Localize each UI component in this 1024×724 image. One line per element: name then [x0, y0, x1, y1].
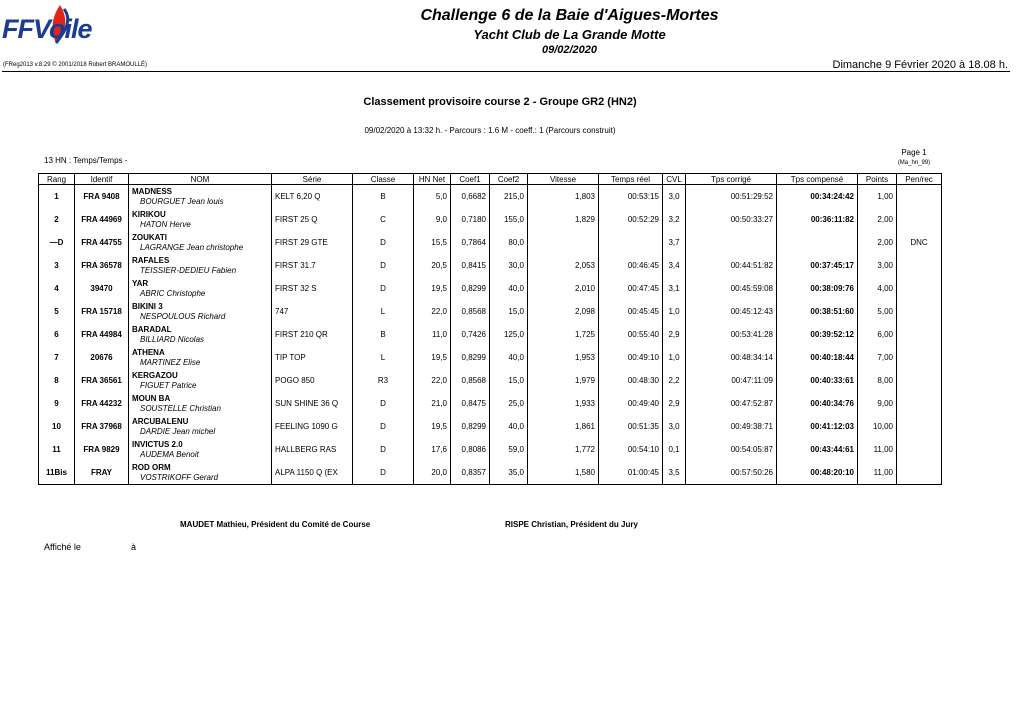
cell-corr: 00:50:33:27 — [686, 208, 777, 231]
skipper-name: BOURGUET Jean louis — [140, 196, 224, 206]
cell-comp: 00:40:18:44 — [777, 346, 858, 369]
table-row — [39, 300, 942, 323]
cell-identif: FRA 44232 — [75, 392, 129, 415]
cell-coef2: 25,0 — [490, 392, 528, 415]
cell-identif: FRA 15718 — [75, 300, 129, 323]
cell-classe: R3 — [353, 369, 414, 392]
table-row — [39, 438, 942, 461]
cell-classe: D — [353, 231, 414, 254]
cell-pen — [897, 415, 942, 438]
cell-corr: 00:44:51:82 — [686, 254, 777, 277]
cell-coef1: 0,8357 — [451, 461, 490, 485]
table-row — [39, 461, 942, 485]
cell-serie: 747 — [272, 300, 353, 323]
cell-cvl: 3,7 — [663, 231, 686, 254]
cell-vitesse: 2,098 — [528, 300, 599, 323]
cell-coef2: 35,0 — [490, 461, 528, 485]
cell-comp — [777, 231, 858, 254]
cell-reel: 00:52:29 — [599, 208, 663, 231]
cell-vitesse: 1,979 — [528, 369, 599, 392]
table-row — [39, 392, 942, 415]
table-row — [39, 185, 942, 209]
cell-points: 8,00 — [858, 369, 897, 392]
results-body — [39, 185, 942, 485]
cell-corr: 00:45:59:08 — [686, 277, 777, 300]
event-title: Challenge 6 de la Baie d'Aigues-Mortes — [420, 7, 719, 24]
skipper-name: NESPOULOUS Richard — [140, 311, 226, 321]
skipper-name: SOUSTELLE Christian — [140, 403, 221, 413]
cell-vitesse: 1,580 — [528, 461, 599, 485]
cell-cvl: 1,0 — [663, 346, 686, 369]
table-row — [39, 231, 942, 254]
table-row — [39, 254, 942, 277]
cell-vitesse: 1,772 — [528, 438, 599, 461]
boat-name: KERGAZOU — [132, 370, 178, 380]
cell-vitesse: 1,861 — [528, 415, 599, 438]
cell-comp: 00:34:24:42 — [777, 185, 858, 209]
cell-hn: 22,0 — [414, 300, 451, 323]
cell-corr: 00:45:12:43 — [686, 300, 777, 323]
boat-name: ZOUKATI — [132, 232, 167, 242]
cell-coef2: 15,0 — [490, 369, 528, 392]
cell-rang: 9 — [39, 392, 75, 415]
col-header: NOM — [129, 174, 272, 185]
cell-points: 2,00 — [858, 208, 897, 231]
cell-identif: FRA 44755 — [75, 231, 129, 254]
cell-coef1: 0,7426 — [451, 323, 490, 346]
cell-coef2: 40,0 — [490, 277, 528, 300]
cell-nom — [129, 438, 272, 461]
boat-name: BARADAL — [132, 324, 172, 334]
classement-title: Classement provisoire course 2 - Groupe GR2 (HN2) — [363, 96, 637, 108]
cell-vitesse: 1,803 — [528, 185, 599, 209]
cell-vitesse: 1,725 — [528, 323, 599, 346]
cell-pen — [897, 300, 942, 323]
cell-points: 7,00 — [858, 346, 897, 369]
col-header: Pen/rec — [897, 174, 942, 185]
cell-nom — [129, 300, 272, 323]
cell-points: 6,00 — [858, 323, 897, 346]
cell-coef2: 40,0 — [490, 346, 528, 369]
cell-vitesse: 1,953 — [528, 346, 599, 369]
cell-coef2: 30,0 — [490, 254, 528, 277]
cell-pen — [897, 438, 942, 461]
cell-hn: 19,5 — [414, 277, 451, 300]
hn-label: 13 HN : Temps/Temps - — [44, 156, 128, 165]
cell-pen — [897, 346, 942, 369]
cell-identif: FRA 9829 — [75, 438, 129, 461]
page-id: (Ma_hn_99) — [897, 160, 931, 166]
cell-nom — [129, 346, 272, 369]
cell-pen — [897, 369, 942, 392]
cell-identif: FRA 9408 — [75, 185, 129, 209]
boat-name: RAFALES — [132, 255, 170, 265]
cell-hn: 19,5 — [414, 346, 451, 369]
cell-points: 11,00 — [858, 461, 897, 485]
cell-cvl: 3,2 — [663, 208, 686, 231]
cell-pen — [897, 185, 942, 209]
cell-reel: 00:54:10 — [599, 438, 663, 461]
cell-nom — [129, 415, 272, 438]
cell-vitesse — [528, 231, 599, 254]
cell-classe: D — [353, 277, 414, 300]
cell-rang: 6 — [39, 323, 75, 346]
cell-cvl: 2,9 — [663, 392, 686, 415]
page-number: Page 1 — [901, 148, 927, 157]
copyright-text: (FReg2013 v.8.29 © 2001/2018 Robert BRAMOULLÉ) — [3, 62, 148, 68]
cell-rang: 3 — [39, 254, 75, 277]
cell-rang: 8 — [39, 369, 75, 392]
cell-cvl: 3,4 — [663, 254, 686, 277]
cell-identif: FRA 44969 — [75, 208, 129, 231]
table-row — [39, 277, 942, 300]
skipper-name: HATON Herve — [140, 219, 191, 229]
cell-pen — [897, 254, 942, 277]
cell-nom — [129, 369, 272, 392]
cell-comp: 00:43:44:61 — [777, 438, 858, 461]
cell-hn: 20,5 — [414, 254, 451, 277]
cell-reel: 00:49:10 — [599, 346, 663, 369]
cell-hn: 11,0 — [414, 323, 451, 346]
cell-rang: 4 — [39, 277, 75, 300]
cell-coef2: 125,0 — [490, 323, 528, 346]
cell-classe: L — [353, 346, 414, 369]
affiche-a-label: à — [131, 542, 137, 552]
boat-name: INVICTUS 2.0 — [132, 439, 183, 449]
cell-reel — [599, 231, 663, 254]
cell-serie: TIP TOP — [272, 346, 353, 369]
cell-pen — [897, 392, 942, 415]
cell-vitesse: 1,933 — [528, 392, 599, 415]
boat-name: BIKINI 3 — [132, 301, 163, 311]
cell-rang: 7 — [39, 346, 75, 369]
cell-classe: B — [353, 185, 414, 209]
cell-serie: FIRST 32 S — [272, 277, 353, 300]
cell-rang: 5 — [39, 300, 75, 323]
cell-points: 11,00 — [858, 438, 897, 461]
course-info: 09/02/2020 à 13:32 h. - Parcours : 1.6 M - coeff.: 1 (Parcours construit) — [364, 126, 616, 135]
cell-coef1: 0,8568 — [451, 300, 490, 323]
cell-corr — [686, 231, 777, 254]
cell-cvl: 0,1 — [663, 438, 686, 461]
cell-reel: 01:00:45 — [599, 461, 663, 485]
col-header: Points — [858, 174, 897, 185]
cell-comp: 00:38:09:76 — [777, 277, 858, 300]
affiche-le-label: Affiché le — [44, 542, 81, 552]
cell-identif: FRA 44984 — [75, 323, 129, 346]
cell-corr: 00:57:50:26 — [686, 461, 777, 485]
cell-classe: B — [353, 323, 414, 346]
cell-serie: FIRST 25 Q — [272, 208, 353, 231]
club-name: Yacht Club de La Grande Motte — [473, 27, 666, 42]
cell-nom — [129, 185, 272, 209]
col-header: Coef2 — [490, 174, 528, 185]
cell-comp: 00:48:20:10 — [777, 461, 858, 485]
cell-comp: 00:40:34:76 — [777, 392, 858, 415]
cell-rang: —D — [39, 231, 75, 254]
cell-serie: SUN SHINE 36 Q — [272, 392, 353, 415]
cell-hn: 19,5 — [414, 415, 451, 438]
cell-coef2: 40,0 — [490, 415, 528, 438]
cell-hn: 17,6 — [414, 438, 451, 461]
cell-cvl: 2,2 — [663, 369, 686, 392]
cell-nom — [129, 392, 272, 415]
cell-reel: 00:49:40 — [599, 392, 663, 415]
cell-hn: 20,0 — [414, 461, 451, 485]
skipper-name: FIGUET Patrice — [140, 380, 197, 390]
cell-vitesse: 1,829 — [528, 208, 599, 231]
table-header-row — [39, 174, 942, 185]
cell-serie: KELT 6,20 Q — [272, 185, 353, 209]
cell-corr: 00:47:11:09 — [686, 369, 777, 392]
cell-coef1: 0,7864 — [451, 231, 490, 254]
cell-hn: 5,0 — [414, 185, 451, 209]
skipper-name: DARDIE Jean michel — [140, 426, 216, 436]
cell-serie: POGO 850 — [272, 369, 353, 392]
cell-coef1: 0,6682 — [451, 185, 490, 209]
results-table — [38, 173, 942, 485]
cell-rang: 10 — [39, 415, 75, 438]
col-header: Identif — [75, 174, 129, 185]
cell-hn: 15,5 — [414, 231, 451, 254]
cell-coef1: 0,8299 — [451, 346, 490, 369]
cell-pen: DNC — [897, 231, 942, 254]
cell-cvl: 2,9 — [663, 323, 686, 346]
header-divider — [2, 71, 1010, 72]
cell-comp: 00:41:12:03 — [777, 415, 858, 438]
col-header: Coef1 — [451, 174, 490, 185]
skipper-name: BILLIARD Nicolas — [140, 334, 205, 344]
boat-name: ARCUBALENU — [132, 416, 189, 426]
cell-coef2: 59,0 — [490, 438, 528, 461]
table-row — [39, 369, 942, 392]
col-header: Classe — [353, 174, 414, 185]
boat-name: MOUN BA — [132, 393, 171, 403]
skipper-name: LAGRANGE Jean christophe — [140, 242, 244, 252]
table-row — [39, 346, 942, 369]
col-header: CVL — [663, 174, 686, 185]
cell-classe: D — [353, 392, 414, 415]
cell-points: 5,00 — [858, 300, 897, 323]
table-row — [39, 208, 942, 231]
cell-nom — [129, 323, 272, 346]
cell-corr: 00:49:38:71 — [686, 415, 777, 438]
cell-coef2: 15,0 — [490, 300, 528, 323]
cell-cvl: 3,0 — [663, 185, 686, 209]
cell-coef1: 0,8415 — [451, 254, 490, 277]
cell-vitesse: 2,053 — [528, 254, 599, 277]
cell-nom — [129, 461, 272, 485]
cell-classe: D — [353, 461, 414, 485]
cell-corr: 00:53:41:28 — [686, 323, 777, 346]
cell-reel: 00:46:45 — [599, 254, 663, 277]
cell-classe: L — [353, 300, 414, 323]
cell-rang: 2 — [39, 208, 75, 231]
skipper-name: TEISSIER-DEDIEU Fabien — [140, 265, 237, 275]
cell-reel: 00:47:45 — [599, 277, 663, 300]
cell-identif: FRA 36561 — [75, 369, 129, 392]
cell-comp: 00:36:11:82 — [777, 208, 858, 231]
race-committee-signature: MAUDET Mathieu, Président du Comité de Course — [180, 520, 371, 529]
cell-identif: FRAY — [75, 461, 129, 485]
table-row — [39, 415, 942, 438]
cell-hn: 22,0 — [414, 369, 451, 392]
cell-serie: FIRST 29 GTE — [272, 231, 353, 254]
col-header: Vitesse — [528, 174, 599, 185]
cell-identif: 39470 — [75, 277, 129, 300]
cell-points: 3,00 — [858, 254, 897, 277]
cell-cvl: 3,5 — [663, 461, 686, 485]
skipper-name: MARTINEZ Elise — [140, 357, 201, 367]
cell-serie: HALLBERG RAS — [272, 438, 353, 461]
cell-pen — [897, 208, 942, 231]
col-header: Temps réel — [599, 174, 663, 185]
boat-name: MADNESS — [132, 186, 173, 196]
cell-classe: C — [353, 208, 414, 231]
cell-points: 2,00 — [858, 231, 897, 254]
cell-comp: 00:39:52:12 — [777, 323, 858, 346]
cell-points: 1,00 — [858, 185, 897, 209]
cell-coef2: 80,0 — [490, 231, 528, 254]
cell-reel: 00:53:15 — [599, 185, 663, 209]
cell-serie: ALPA 1150 Q (EX — [272, 461, 353, 485]
cell-nom — [129, 277, 272, 300]
cell-nom — [129, 254, 272, 277]
cell-serie: FEELING 1090 G — [272, 415, 353, 438]
cell-rang: 11Bis — [39, 461, 75, 485]
cell-coef2: 215,0 — [490, 185, 528, 209]
cell-vitesse: 2,010 — [528, 277, 599, 300]
col-header: Rang — [39, 174, 75, 185]
cell-corr: 00:54:05:87 — [686, 438, 777, 461]
table-row — [39, 323, 942, 346]
cell-serie: FIRST 210 QR — [272, 323, 353, 346]
cell-reel: 00:55:40 — [599, 323, 663, 346]
cell-serie: FIRST 31.7 — [272, 254, 353, 277]
cell-identif: FRA 37968 — [75, 415, 129, 438]
cell-identif: 20676 — [75, 346, 129, 369]
logo-text: FFVoile — [2, 14, 92, 44]
cell-corr: 00:48:34:14 — [686, 346, 777, 369]
cell-rang: 11 — [39, 438, 75, 461]
cell-classe: D — [353, 415, 414, 438]
jury-signature: RISPE Christian, Président du Jury — [505, 520, 638, 529]
cell-corr: 00:51:29:52 — [686, 185, 777, 209]
cell-cvl: 1,0 — [663, 300, 686, 323]
skipper-name: ABRIC Christophe — [140, 288, 206, 298]
col-header: HN Net — [414, 174, 451, 185]
boat-name: KIRIKOU — [132, 209, 166, 219]
cell-comp: 00:38:51:60 — [777, 300, 858, 323]
cell-reel: 00:48:30 — [599, 369, 663, 392]
cell-points: 9,00 — [858, 392, 897, 415]
cell-cvl: 3,1 — [663, 277, 686, 300]
cell-coef1: 0,8086 — [451, 438, 490, 461]
cell-nom — [129, 208, 272, 231]
cell-hn: 9,0 — [414, 208, 451, 231]
col-header: Tps corrigé — [686, 174, 777, 185]
cell-hn: 21,0 — [414, 392, 451, 415]
cell-pen — [897, 323, 942, 346]
boat-name: YAR — [132, 278, 149, 288]
boat-name: ROD ORM — [132, 462, 171, 472]
cell-pen — [897, 277, 942, 300]
cell-classe: D — [353, 438, 414, 461]
cell-comp: 00:37:45:17 — [777, 254, 858, 277]
col-header: Tps compensé — [777, 174, 858, 185]
cell-identif: FRA 36578 — [75, 254, 129, 277]
cell-cvl: 3,0 — [663, 415, 686, 438]
cell-coef1: 0,8299 — [451, 277, 490, 300]
cell-classe: D — [353, 254, 414, 277]
cell-points: 10,00 — [858, 415, 897, 438]
cell-corr: 00:47:52:87 — [686, 392, 777, 415]
cell-rang: 1 — [39, 185, 75, 209]
event-date: 09/02/2020 — [541, 44, 598, 56]
cell-coef1: 0,8475 — [451, 392, 490, 415]
print-datetime: Dimanche 9 Février 2020 à 18.08 h. — [832, 59, 1008, 71]
cell-reel: 00:45:45 — [599, 300, 663, 323]
cell-reel: 00:51:35 — [599, 415, 663, 438]
cell-coef2: 155,0 — [490, 208, 528, 231]
cell-comp: 00:40:33:61 — [777, 369, 858, 392]
col-header: Série — [272, 174, 353, 185]
skipper-name: VOSTRIKOFF Gerard — [140, 472, 219, 482]
cell-coef1: 0,8568 — [451, 369, 490, 392]
cell-coef1: 0,7180 — [451, 208, 490, 231]
skipper-name: AUDEMA Benoit — [140, 449, 199, 459]
cell-points: 4,00 — [858, 277, 897, 300]
boat-name: ATHENA — [132, 347, 165, 357]
cell-pen — [897, 461, 942, 485]
cell-coef1: 0,8299 — [451, 415, 490, 438]
cell-nom — [129, 231, 272, 254]
